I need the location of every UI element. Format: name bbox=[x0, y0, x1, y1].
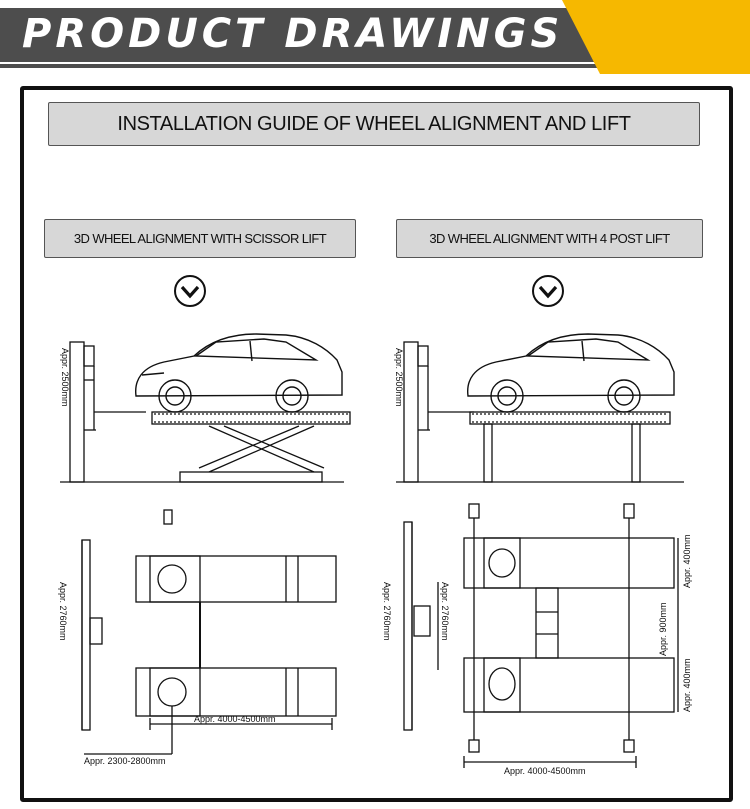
banner-title: PRODUCT DRAWINGS bbox=[22, 11, 564, 57]
scissor-title: 3D WHEEL ALIGNMENT WITH SCISSOR LIFT bbox=[73, 231, 327, 246]
chevron-down-circle-icon bbox=[533, 276, 563, 306]
fourpost-width-label-outer: Appr. 2760mm bbox=[382, 582, 392, 641]
fourpost-width-label-inner: Appr. 2760mm bbox=[440, 582, 450, 641]
scissor-width-label: Appr. 2760mm bbox=[58, 582, 68, 641]
drawing-frame bbox=[20, 86, 733, 802]
guide-title: INSTALLATION GUIDE OF WHEEL ALIGNMENT AND LIFT bbox=[117, 112, 631, 135]
fourpost-title: 3D WHEEL ALIGNMENT WITH 4 POST LIFT bbox=[429, 231, 670, 246]
fourpost-side-view bbox=[396, 334, 684, 482]
fourpost-platform-bottom-label: Appr. 400mm bbox=[682, 658, 692, 712]
scissor-spacing-label: Appr. 2300-2800mm bbox=[84, 756, 166, 766]
scissor-height-label: Appr. 2500mm bbox=[60, 348, 70, 407]
fourpost-platform-top-label: Appr. 400mm bbox=[682, 534, 692, 588]
scissor-length-label: Appr. 4000-4500mm bbox=[194, 714, 276, 724]
chevron-down-circle-icon bbox=[175, 276, 205, 306]
fourpost-height-label: Appr. 2500mm bbox=[394, 348, 404, 407]
car-drawing bbox=[468, 334, 674, 412]
drawings-canvas bbox=[24, 90, 729, 798]
scissor-side-view bbox=[60, 334, 350, 482]
fourpost-length-label: Appr. 4000-4500mm bbox=[504, 766, 586, 776]
car-drawing bbox=[136, 334, 342, 412]
fourpost-gap-label: Appr. 900mm bbox=[658, 602, 668, 656]
header-banner bbox=[0, 0, 750, 80]
